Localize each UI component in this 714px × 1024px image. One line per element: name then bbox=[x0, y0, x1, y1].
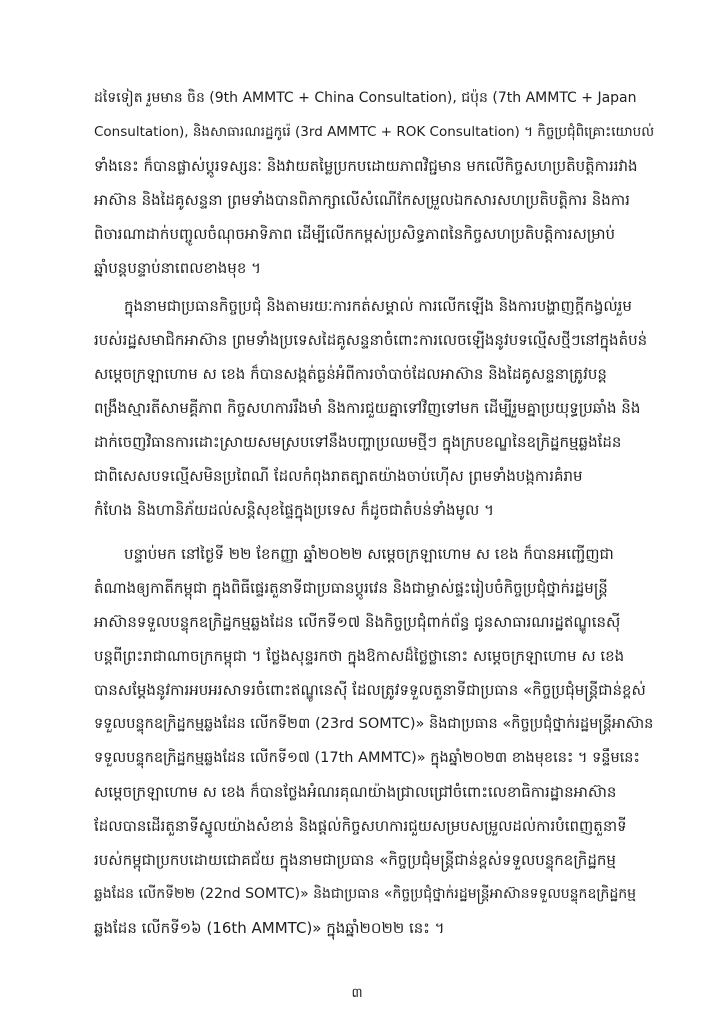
text-line: អាស៊ាន និងដៃគូសន្ទនា ព្រមទាំងបានពិភាក្សាលើសំណើកែសម្រួលឯកសារសហប្រតិបត្តិការ និងការ bbox=[94, 191, 630, 209]
text-line: កំហែង និងហានិភ័យដល់សន្តិសុខផ្ទៃក្នុងប្រទេស ក៏ដូចជាតំបន់ទាំងមូល ។ bbox=[94, 501, 494, 519]
text-line: បន្ទាប់មក នៅថ្ងៃទី ២២ ខែកញ្ញា ឆ្នាំ២០២២ សម្តេចក្រឡាហោម ស ខេង ក៏បានអញ្ជើញជា bbox=[124, 545, 614, 563]
text-line: ទទួលបន្ទុកឧក្រិដ្ឋកម្មឆ្លងដែន លើកទី២៣ (23rd SOMTC)» និងជាប្រធាន «កិច្ចប្រជុំថ្នាក់រដ្ឋមន្ត្រីអាស៊ាន bbox=[94, 716, 654, 732]
text-line: Consultation), និងសាធារណរដ្ឋកូរ៉េ (3rd AMMTC + ROK Consultation) ។ កិច្ចប្រជុំពិគ្រោះយោបល់ bbox=[94, 124, 655, 140]
text-line: ពង្រឹងស្មារតីសាមគ្គីភាព កិច្ចសហការរឹងមាំ និងការជួយគ្នាទៅវិញទៅមក ដើម្បីរួមគ្នាប្រយុទ្ធប្រឆាំង និង bbox=[94, 399, 641, 417]
text-line: ឆ្លងដែន លើកទី២២ (22nd SOMTC)» និងជាប្រធាន «កិច្ចប្រជុំថ្នាក់រដ្ឋមន្ត្រីអាស៊ានទទួលបន្ទុកឧក្រិដ្ឋកម្ម bbox=[94, 886, 637, 902]
text-line: ឆ្លងដែន លើកទី១៦ (16th AMMTC)» ក្នុងឆ្នាំ២០២២ នេះ ។ bbox=[94, 919, 445, 937]
text-line: ទាំងនេះ ក៏បានផ្លាស់ប្តូរទស្សនៈ និងវាយតម្លៃប្រកបដោយភាពវិជ្ជមាន មកលើកិច្ចសហប្រតិបត្តិការរវាង bbox=[94, 157, 638, 175]
text-line: របស់រដ្ឋសមាជិកអាស៊ាន ព្រមទាំងប្រទេសដៃគូសន្ទនាចំពោះការលេចឡើងនូវបទល្មើសថ្មីៗនៅក្នុងតំបន់ bbox=[94, 331, 648, 349]
text-line: ឆ្នាំបន្តបន្ទាប់នាពេលខាងមុខ ។ bbox=[94, 259, 261, 277]
text-line: ទទួលបន្ទុកឧក្រិដ្ឋកម្មឆ្លងដែន លើកទី១៧ (17th AMMTC)» ក្នុងឆ្នាំ២០២៣ ខាងមុខនេះ ។ ទន្ទឹមនេះ bbox=[94, 750, 640, 766]
text-line: ជាពិសេសបទល្មើសមិនប្រពៃណី ដែលកំពុងរាតត្បាតយ៉ាងចាប់ហ៊ើស ព្រមទាំងបង្កការគំរាម bbox=[94, 467, 583, 485]
text-line: បានសម្តែងនូវការអបអរសាទរចំពោះឥណ្ឌូនេស៊ី ដែលត្រូវទទួលតួនាទីជាប្រធាន «កិច្ចប្រជុំមន្ត្រីជាន់ខ្ពស់ bbox=[94, 681, 646, 699]
text-line: បន្តពីព្រះរាជាណាចក្រកម្ពុជា ។ ថ្លែងសុន្ទរកថា ក្នុងឱកាសដ៏ថ្លៃថ្លានោះ សម្តេចក្រឡាហោម ស ខេង bbox=[94, 647, 625, 665]
text-line: ដែលបានដើរតួនាទីស្នូលយ៉ាងសំខាន់ និងផ្តល់កិច្ចសហការជួយសម្របសម្រួលដល់ការបំពេញតួនាទី bbox=[94, 817, 627, 835]
text-line: សម្តេចក្រឡាហោម ស ខេង ក៏បានថ្លែងអំណរគុណយ៉ាងជ្រាលជ្រៅចំពោះលេខាធិការដ្ឋានអាស៊ាន bbox=[94, 783, 617, 801]
page-number: ៣ bbox=[351, 986, 363, 1001]
text-line: ក្នុងនាមជាប្រធានកិច្ចប្រជុំ និងតាមរយៈការកត់សម្គាល់ ការលើកឡើង និងការបង្ហាញក្តីកង្វល់រួម bbox=[124, 297, 632, 315]
text-line: ពិចារណាដាក់បញ្ចូលចំណុចអាទិភាព ដើម្បីលើកកម្ពស់ប្រសិទ្ធភាពនៃកិច្ចសហប្រតិបត្តិការសម្រាប់ bbox=[94, 225, 616, 243]
text-line: សម្តេចក្រឡាហោម ស ខេង ក៏បានសង្កត់ធ្ងន់អំពីការចាំបាច់ដែលអាស៊ាន និងដៃគូសន្ទនាត្រូវបន្ត bbox=[94, 365, 607, 383]
text-line: អាស៊ានទទួលបន្ទុកឧក្រិដ្ឋកម្មឆ្លងដែន លើកទី១៧ និងកិច្ចប្រជុំពាក់ព័ន្ធ ជូនសាធារណរដ្ឋឥណ្ឌូនេស៊ី bbox=[94, 613, 621, 631]
text-line: តំណាងឲ្យកាតីកម្ពុជា ក្នុងពិធីផ្ទេរតួនាទីជាប្រធានប្តូរវេន និងជាម្ចាស់ផ្ទះរៀបចំកិច្ចប្រជុំថ្នាក់រដ្ឋមន្ត្រី bbox=[94, 579, 608, 597]
text-line: របស់កម្ពុជាប្រកបដោយជោគជ័យ ក្នុងនាមជាប្រធាន «កិច្ចប្រជុំមន្ត្រីជាន់ខ្ពស់ទទួលបន្ទុកឧក្រិដ្ឋកម្ម bbox=[94, 851, 616, 869]
text-line: ដទៃទៀត រួមមាន ចិន (9th AMMTC + China Consultation), ជប៉ុន (7th AMMTC + Japan bbox=[94, 90, 637, 106]
text-line: ដាក់ចេញវិធានការដោះស្រាយសមស្របទៅនឹងបញ្ហាប្រឈមថ្មីៗ ក្នុងក្របខណ្ឌនៃឧក្រិដ្ឋកម្មឆ្លងដែន bbox=[94, 433, 622, 451]
